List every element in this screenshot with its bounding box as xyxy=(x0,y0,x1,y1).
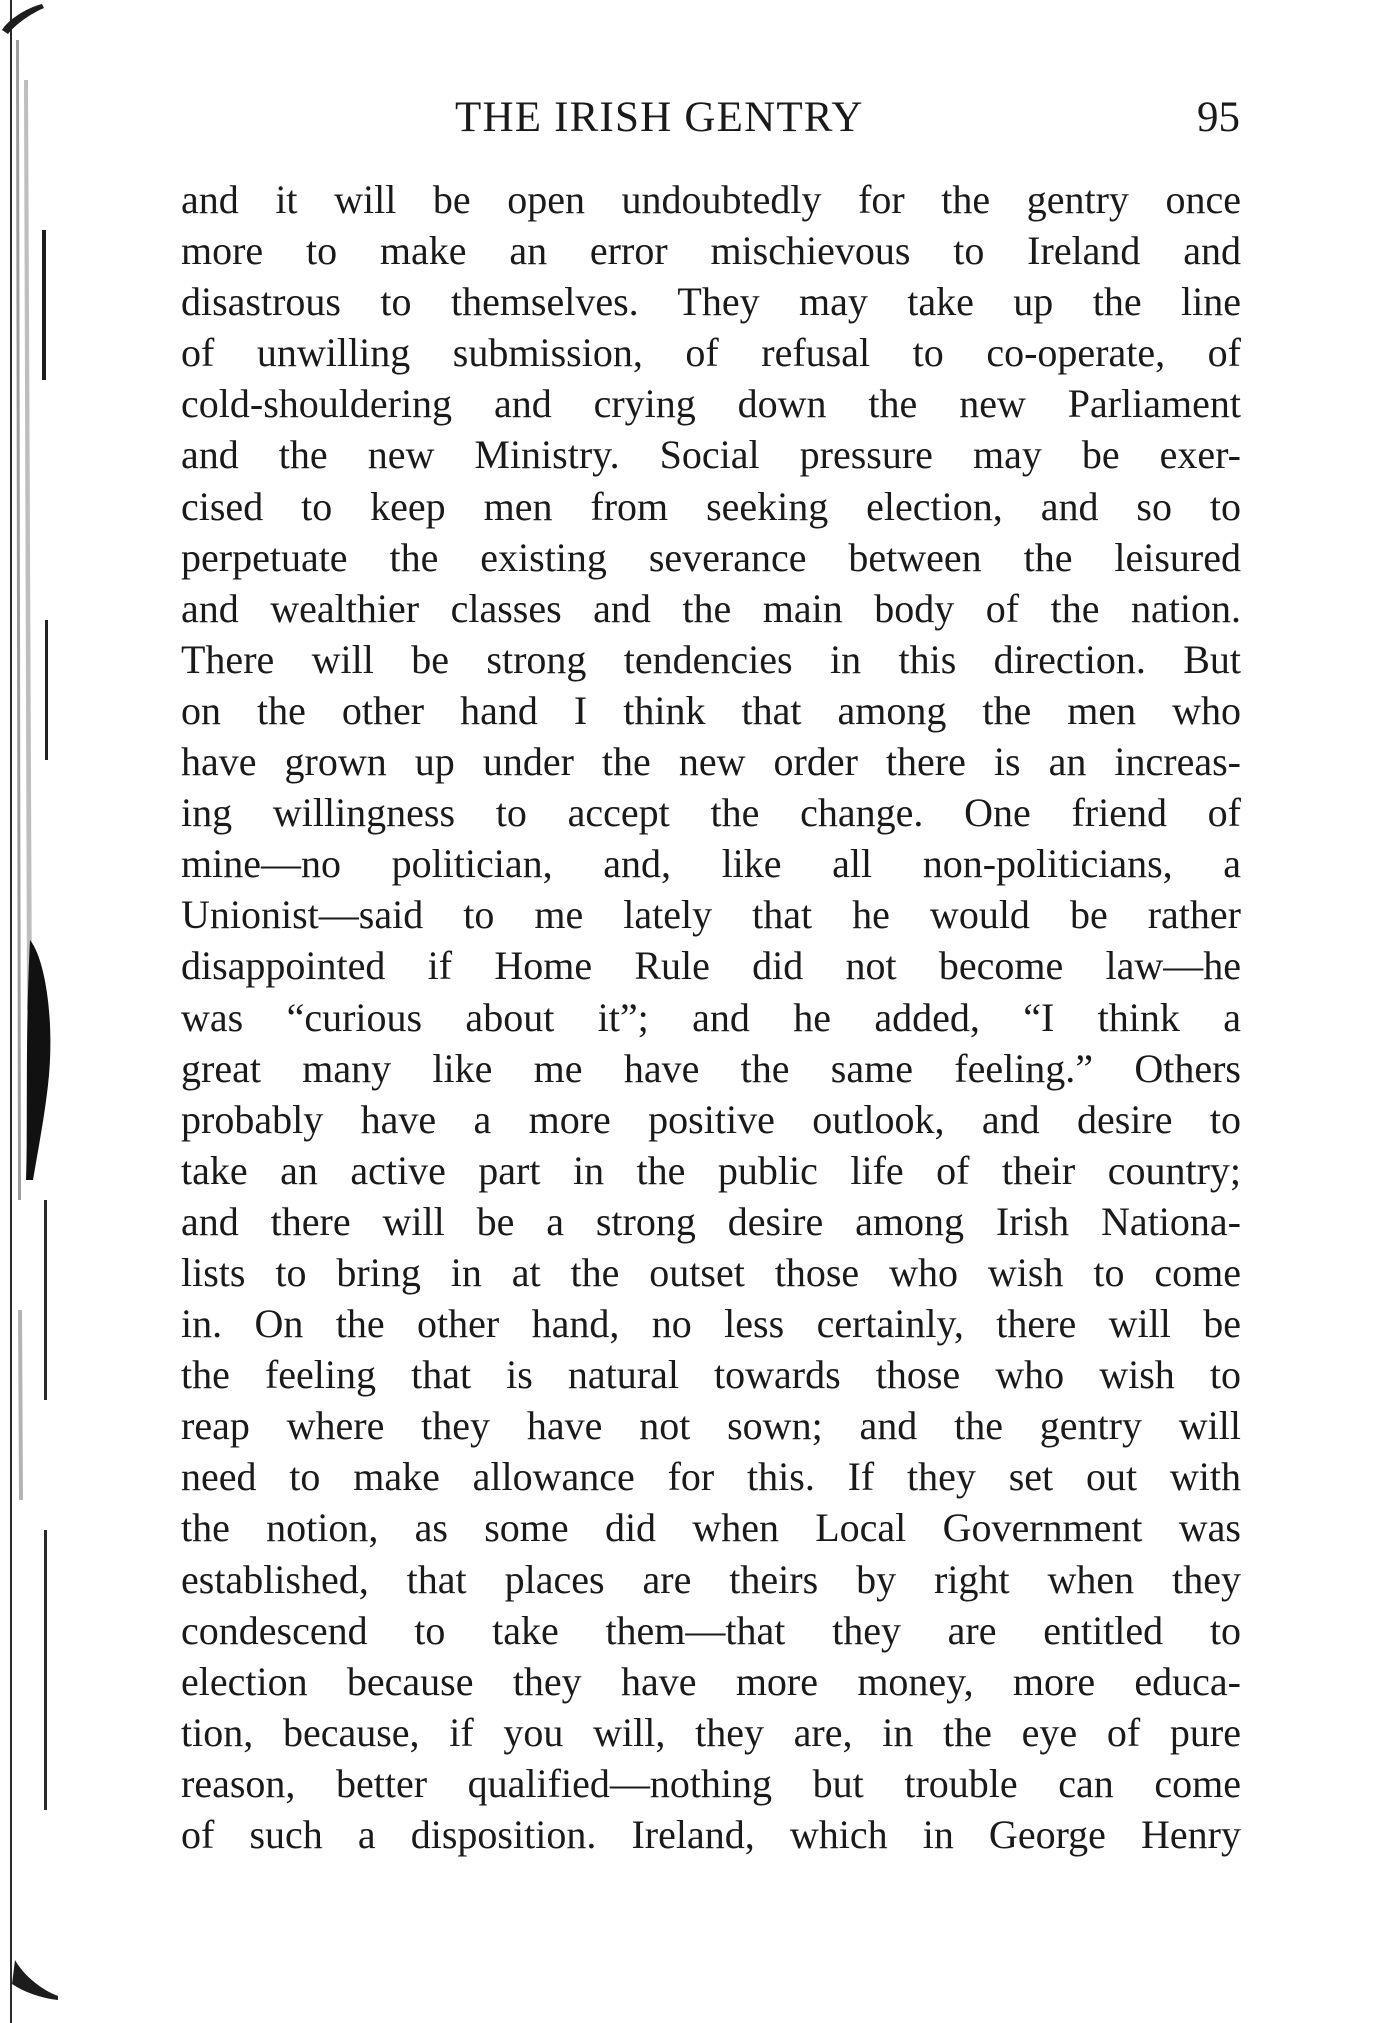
text-line: cold-shouldering and crying down the new Parliament xyxy=(181,381,1241,427)
text-line: condescend to take them—that they are entitled to xyxy=(181,1607,1241,1653)
text-line: reason, better qualified—nothing but trouble can come xyxy=(181,1760,1241,1806)
body-text xyxy=(181,174,1241,1860)
page-number: 95 xyxy=(1197,94,1240,141)
text-line: of such a disposition. Ireland, which in George Henry xyxy=(181,1812,1241,1857)
text-line: election because they have more money, more educa- xyxy=(181,1658,1241,1704)
text-line: more to make an error mischievous to Ireland and xyxy=(181,228,1241,274)
text-line: probably have a more positive outlook, and desire to xyxy=(181,1096,1241,1142)
text-line: lists to bring in at the outset those who wish to come xyxy=(181,1249,1241,1295)
text-line: ing willingness to accept the change. One friend of xyxy=(181,790,1241,836)
text-line: There will be strong tendencies in this direction. But xyxy=(181,636,1241,682)
text-line: disappointed if Home Rule did not become law—he xyxy=(181,943,1241,989)
text-line: was “curious about it”; and he added, “I think a xyxy=(181,994,1241,1040)
text-line: have grown up under the new order there is an increas- xyxy=(181,739,1241,785)
text-line: and wealthier classes and the main body of the nation. xyxy=(181,585,1241,631)
text-line: the feeling that is natural towards those who wish to xyxy=(181,1352,1241,1398)
text-line: Unionist—said to me lately that he would be rather xyxy=(181,892,1241,938)
text-line: mine—no politician, and, like all non-politicians, a xyxy=(181,841,1241,887)
text-line: the notion, as some did when Local Government was xyxy=(181,1505,1241,1551)
text-line: and there will be a strong desire among Irish Nationa- xyxy=(181,1198,1241,1244)
text-line: cised to keep men from seeking election, and so to xyxy=(181,483,1241,529)
text-line: and the new Ministry. Social pressure may be exer- xyxy=(181,432,1241,478)
text-line: reap where they have not sown; and the gentry will xyxy=(181,1403,1241,1449)
running-title: THE IRISH GENTRY xyxy=(455,94,864,141)
running-head xyxy=(180,92,1240,144)
text-line: disastrous to themselves. They may take up the line xyxy=(181,279,1241,325)
text-line: of unwilling submission, of refusal to co-operate, of xyxy=(181,330,1241,376)
text-line: great many like me have the same feeling.” Others xyxy=(181,1045,1241,1091)
text-line: on the other hand I think that among the men who xyxy=(181,687,1241,733)
text-line: and it will be open undoubtedly for the gentry once xyxy=(181,177,1241,222)
text-line: tion, because, if you will, they are, in the eye of pure xyxy=(181,1709,1241,1755)
text-line: in. On the other hand, no less certainly, there will be xyxy=(181,1301,1241,1347)
text-line: take an active part in the public life of their country; xyxy=(181,1147,1241,1193)
text-line: need to make allowance for this. If they set out with xyxy=(181,1454,1241,1500)
book-binding-edge xyxy=(0,0,58,2023)
text-line: established, that places are theirs by right when they xyxy=(181,1556,1241,1602)
text-line: perpetuate the existing severance between the leisured xyxy=(181,534,1241,580)
